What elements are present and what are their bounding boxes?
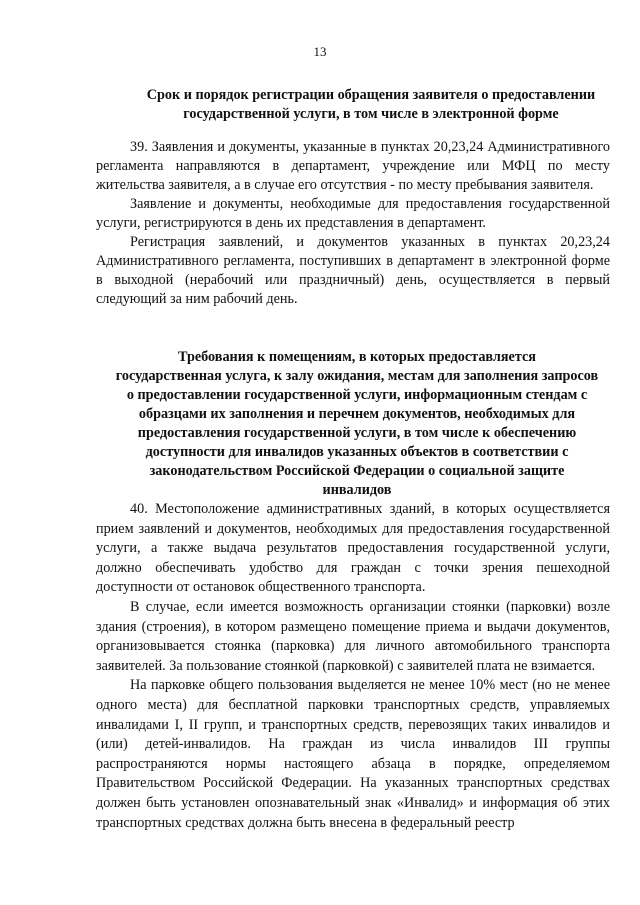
paragraph: На парковке общего пользования выделяется не менее 10% мест (но не менее одного места) для бесплатной парковки транспортных средств, управляемых инвалидами I, II групп, и транспортных средств, перевозящих таких инвалидов и (или) детей-инвалидов. На граждан из числа инвалидов III группы распространяются нормы настоящего абзаца в порядке, определяемом Правительством Российской Федерации. На указанных транспортных средствах должен быть установлен опознавательный знак «Инвалид» и информация об этих транспортных средствах должна быть внесена в федеральный реестр [96, 677, 610, 831]
paragraph-40: 40. Местоположение административных зданий, в которых осуществляется прием заявлений и документов, необходимых для предоставления государственной услуги, а также выдача результатов предоставления государственной услуги, должно обеспечивать удобство для граждан с точки зрения пешеходной доступности от остановок общественного транспорта. [96, 501, 610, 596]
registration-text-block [96, 138, 610, 309]
heading-line: о предоставлении государственной услуги, информационным стендам с [126, 387, 588, 403]
heading-line: Требования к помещениям, в которых предоставляется [178, 349, 536, 365]
page-number: 13 [313, 44, 327, 59]
paragraph-39: 39. Заявления и документы, указанные в пунктах 20,23,24 Административного регламента направляются в департамент, учреждение или МФЦ по месту жительства заявителя, а в случае его отсутствия - по месту пребывания заявителя. [96, 139, 610, 193]
paragraph: Заявление и документы, необходимые для предоставления государственной услуги, регистрируются в день их представления в департамент. [96, 196, 610, 231]
premises-text-block [96, 500, 610, 833]
paragraph: В случае, если имеется возможность организации стоянки (парковки) возле здания (строения), в котором размещено помещение приема и выдачи документов, организовывается стоянка (парковка) для личного автомобильного транспорта заявителей. За пользование стоянкой (парковкой) с заявителей плата не взимается. [96, 598, 610, 674]
heading-line: государственной услуги, в том числе в электронной форме [183, 106, 559, 122]
heading-line: доступности для инвалидов указанных объектов в соответствии с [145, 444, 569, 460]
section-heading-registration [128, 86, 614, 124]
heading-line: предоставления государственной услуги, в том числе к обеспечению [137, 425, 577, 441]
heading-line: законодательством Российской Федерации о социальной защите [149, 463, 565, 479]
heading-line: государственная услуга, к залу ожидания, местам для заполнения запросов [115, 368, 599, 384]
section-heading-premises [96, 348, 618, 500]
heading-line: Срок и порядок регистрации обращения заявителя о предоставлении [146, 87, 596, 103]
heading-line: инвалидов [322, 482, 392, 498]
paragraph: Регистрация заявлений, и документов указанных в пунктах 20,23,24 Административного регламента, поступивших в департамент в электронной форме в выходной (нерабочий или праздничный) день, осуществляется в первый следующий за ним рабочий день. [96, 234, 610, 307]
heading-line: образцами их заполнения и перечнем документов, необходимых для [138, 406, 576, 422]
